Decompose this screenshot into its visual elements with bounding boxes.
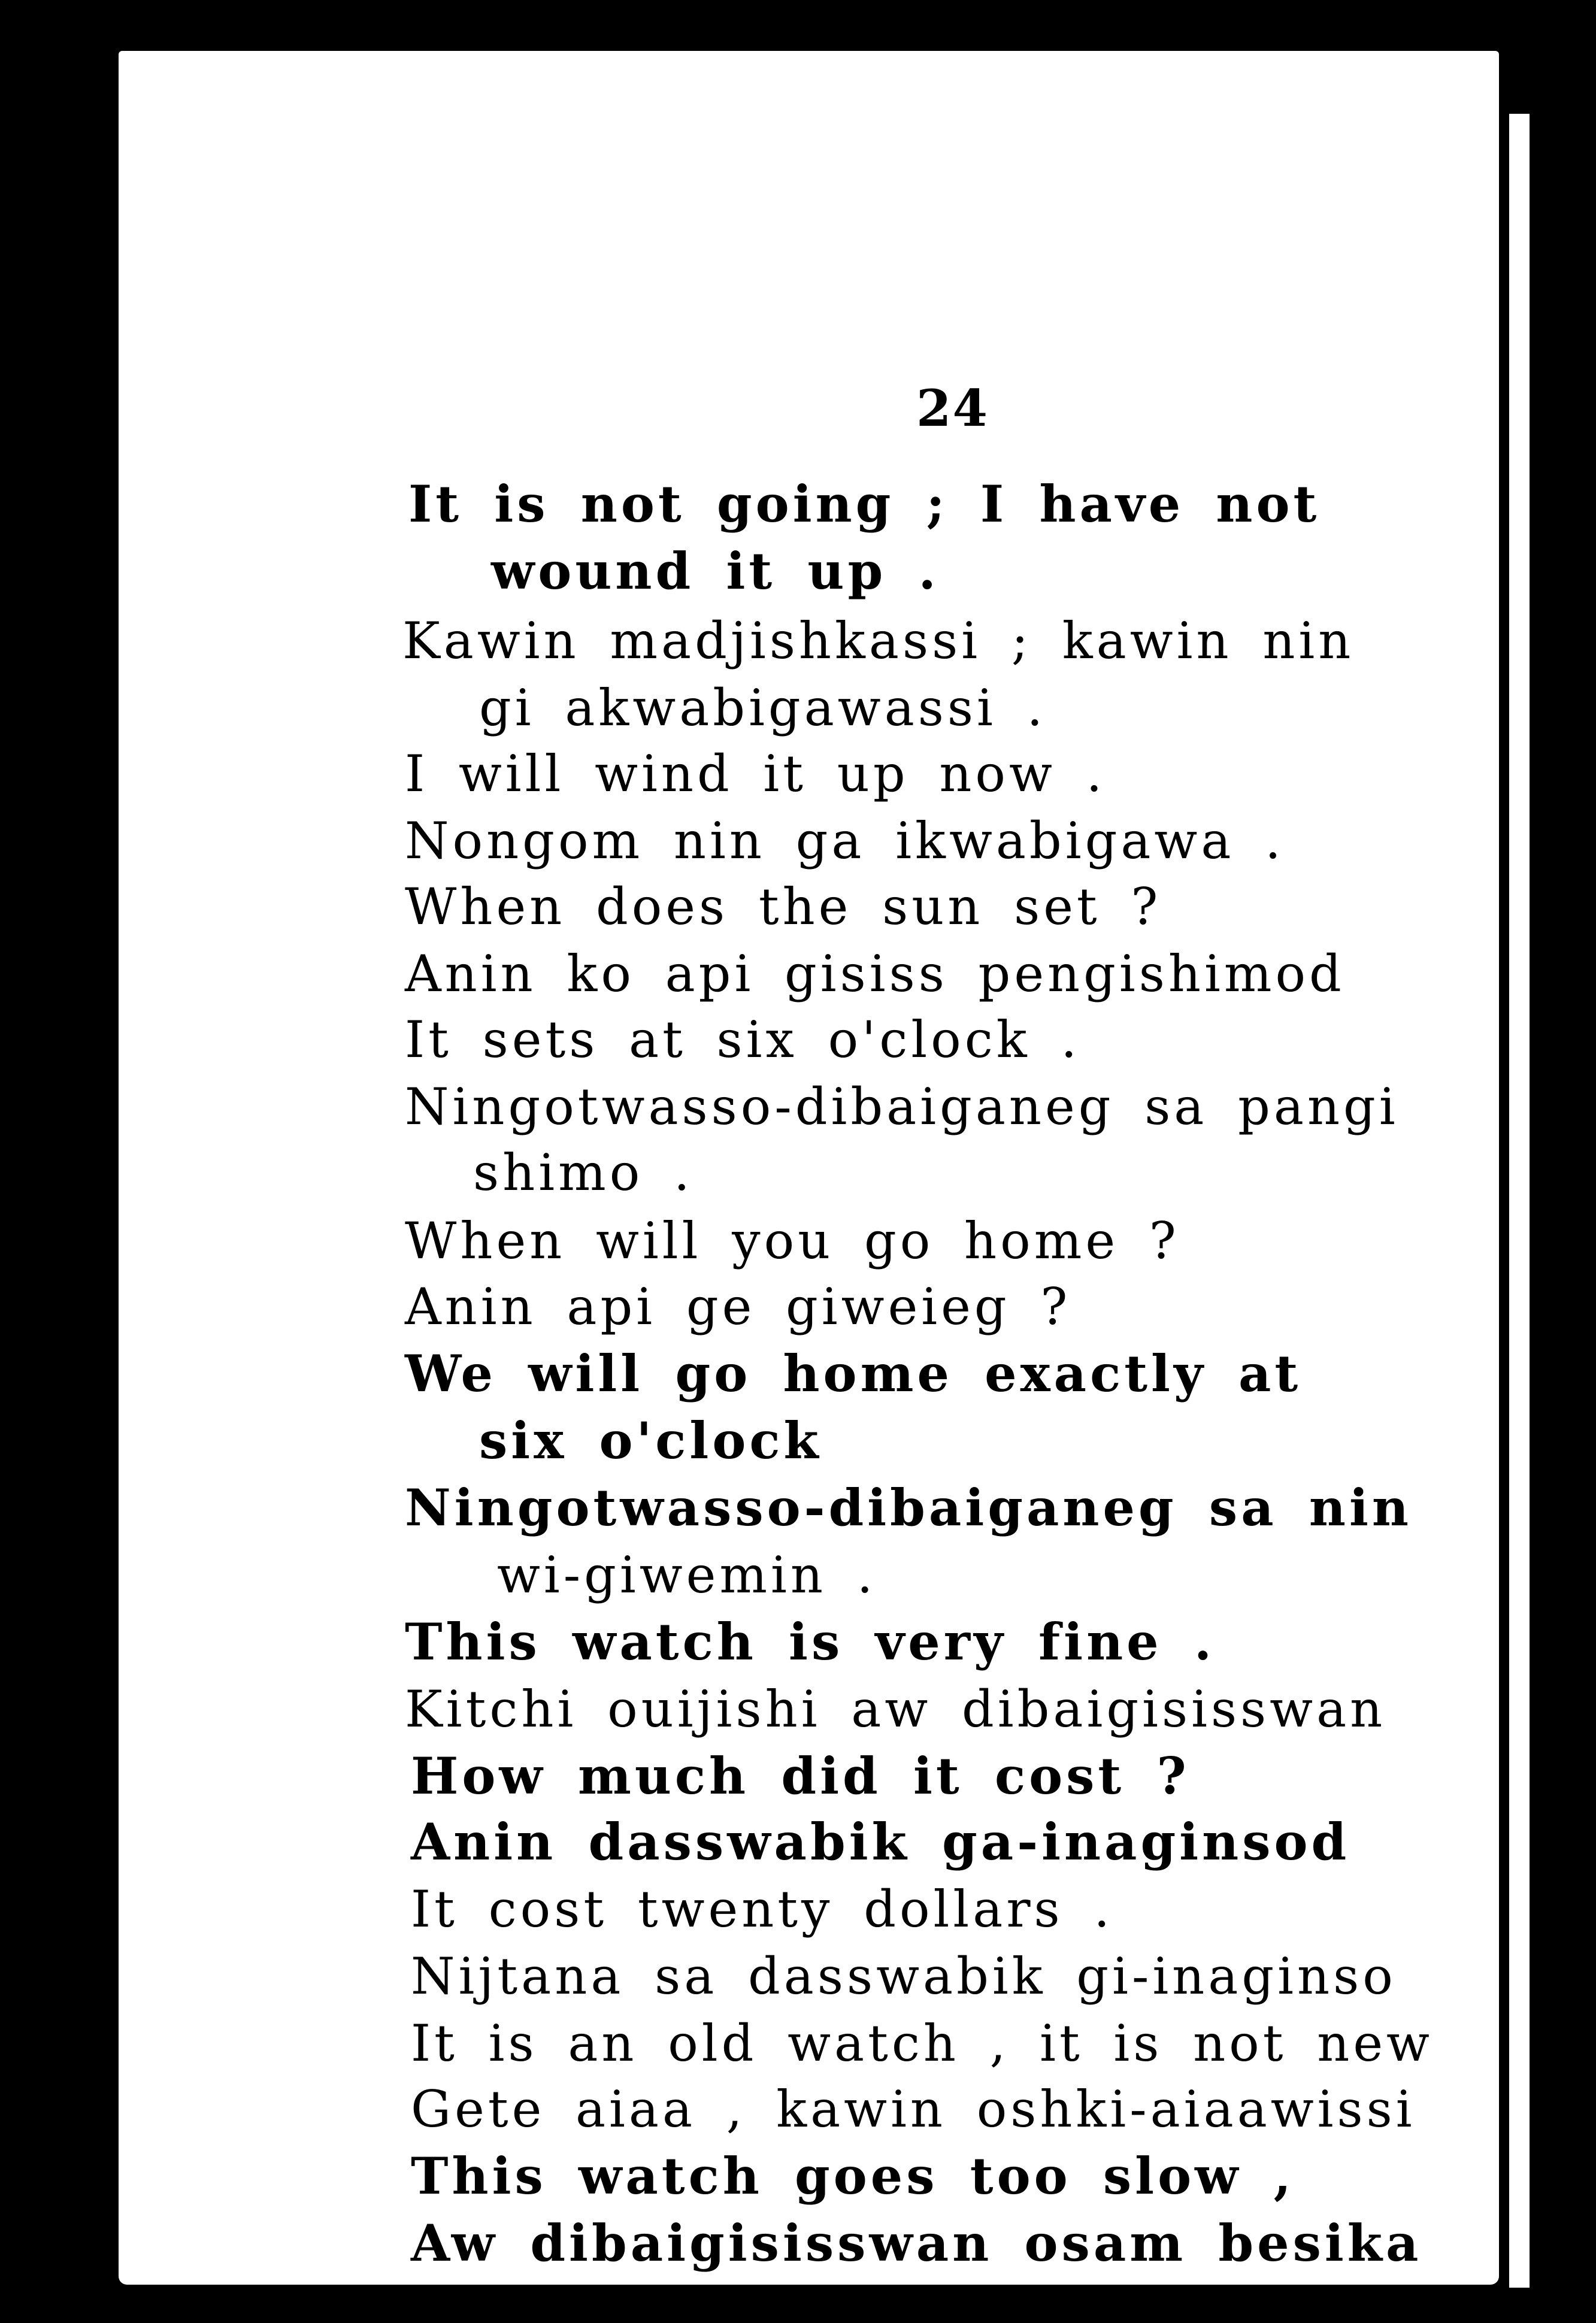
text-line: Aw dibaigisisswan osam besika [411, 2213, 1422, 2273]
text-line: This watch goes too slow , [411, 2146, 1295, 2206]
text-line: It is not going ; I have not [408, 474, 1321, 534]
text-line: Kawin madjishkassi ; kawin nin [402, 611, 1355, 670]
text-line: Anin ko api gisiss pengishimod [405, 944, 1345, 1003]
text-line: wound it up . [491, 541, 940, 601]
text-line: Gete aiaa , kawin oshki-aiaawissi [411, 2080, 1416, 2139]
text-line: It sets at six o'clock . [405, 1010, 1081, 1069]
text-line: Anin dasswabik ga-inaginsod [411, 1812, 1350, 1871]
text-line: How much did it cost ? [411, 1746, 1190, 1806]
text-line: gi akwabigawassi . [479, 679, 1047, 737]
text-line: Kitchi ouijishi aw dibaigisisswan [405, 1680, 1386, 1739]
text-line: Ningotwasso-dibaiganeg sa pangi [405, 1077, 1399, 1136]
page-number: 24 [916, 378, 989, 438]
text-line: It cost twenty dollars . [411, 1880, 1114, 1939]
text-line: I will wind it up now . [405, 744, 1106, 803]
text-line: This watch is very fine . [405, 1612, 1216, 1671]
text-line: Ningotwasso-dibaiganeg sa nin [405, 1478, 1412, 1537]
text-line: Anin api ge giweieg ? [405, 1277, 1071, 1336]
text-line: six o'clock [479, 1411, 822, 1470]
text-line: We will go home exactly at [405, 1344, 1302, 1403]
text-line: shimo . [473, 1143, 693, 1202]
text-line: Nijtana sa dasswabik gi-inaginso [411, 1947, 1397, 2006]
text-line: It is an old watch , it is not new [411, 2014, 1433, 2073]
text-line: Nongom nin ga ikwabigawa . [405, 811, 1285, 870]
text-line: wi-giwemin . [497, 1546, 877, 1604]
text-line: When does the sun set ? [405, 877, 1162, 936]
text-line: When will you go home ? [405, 1212, 1180, 1270]
